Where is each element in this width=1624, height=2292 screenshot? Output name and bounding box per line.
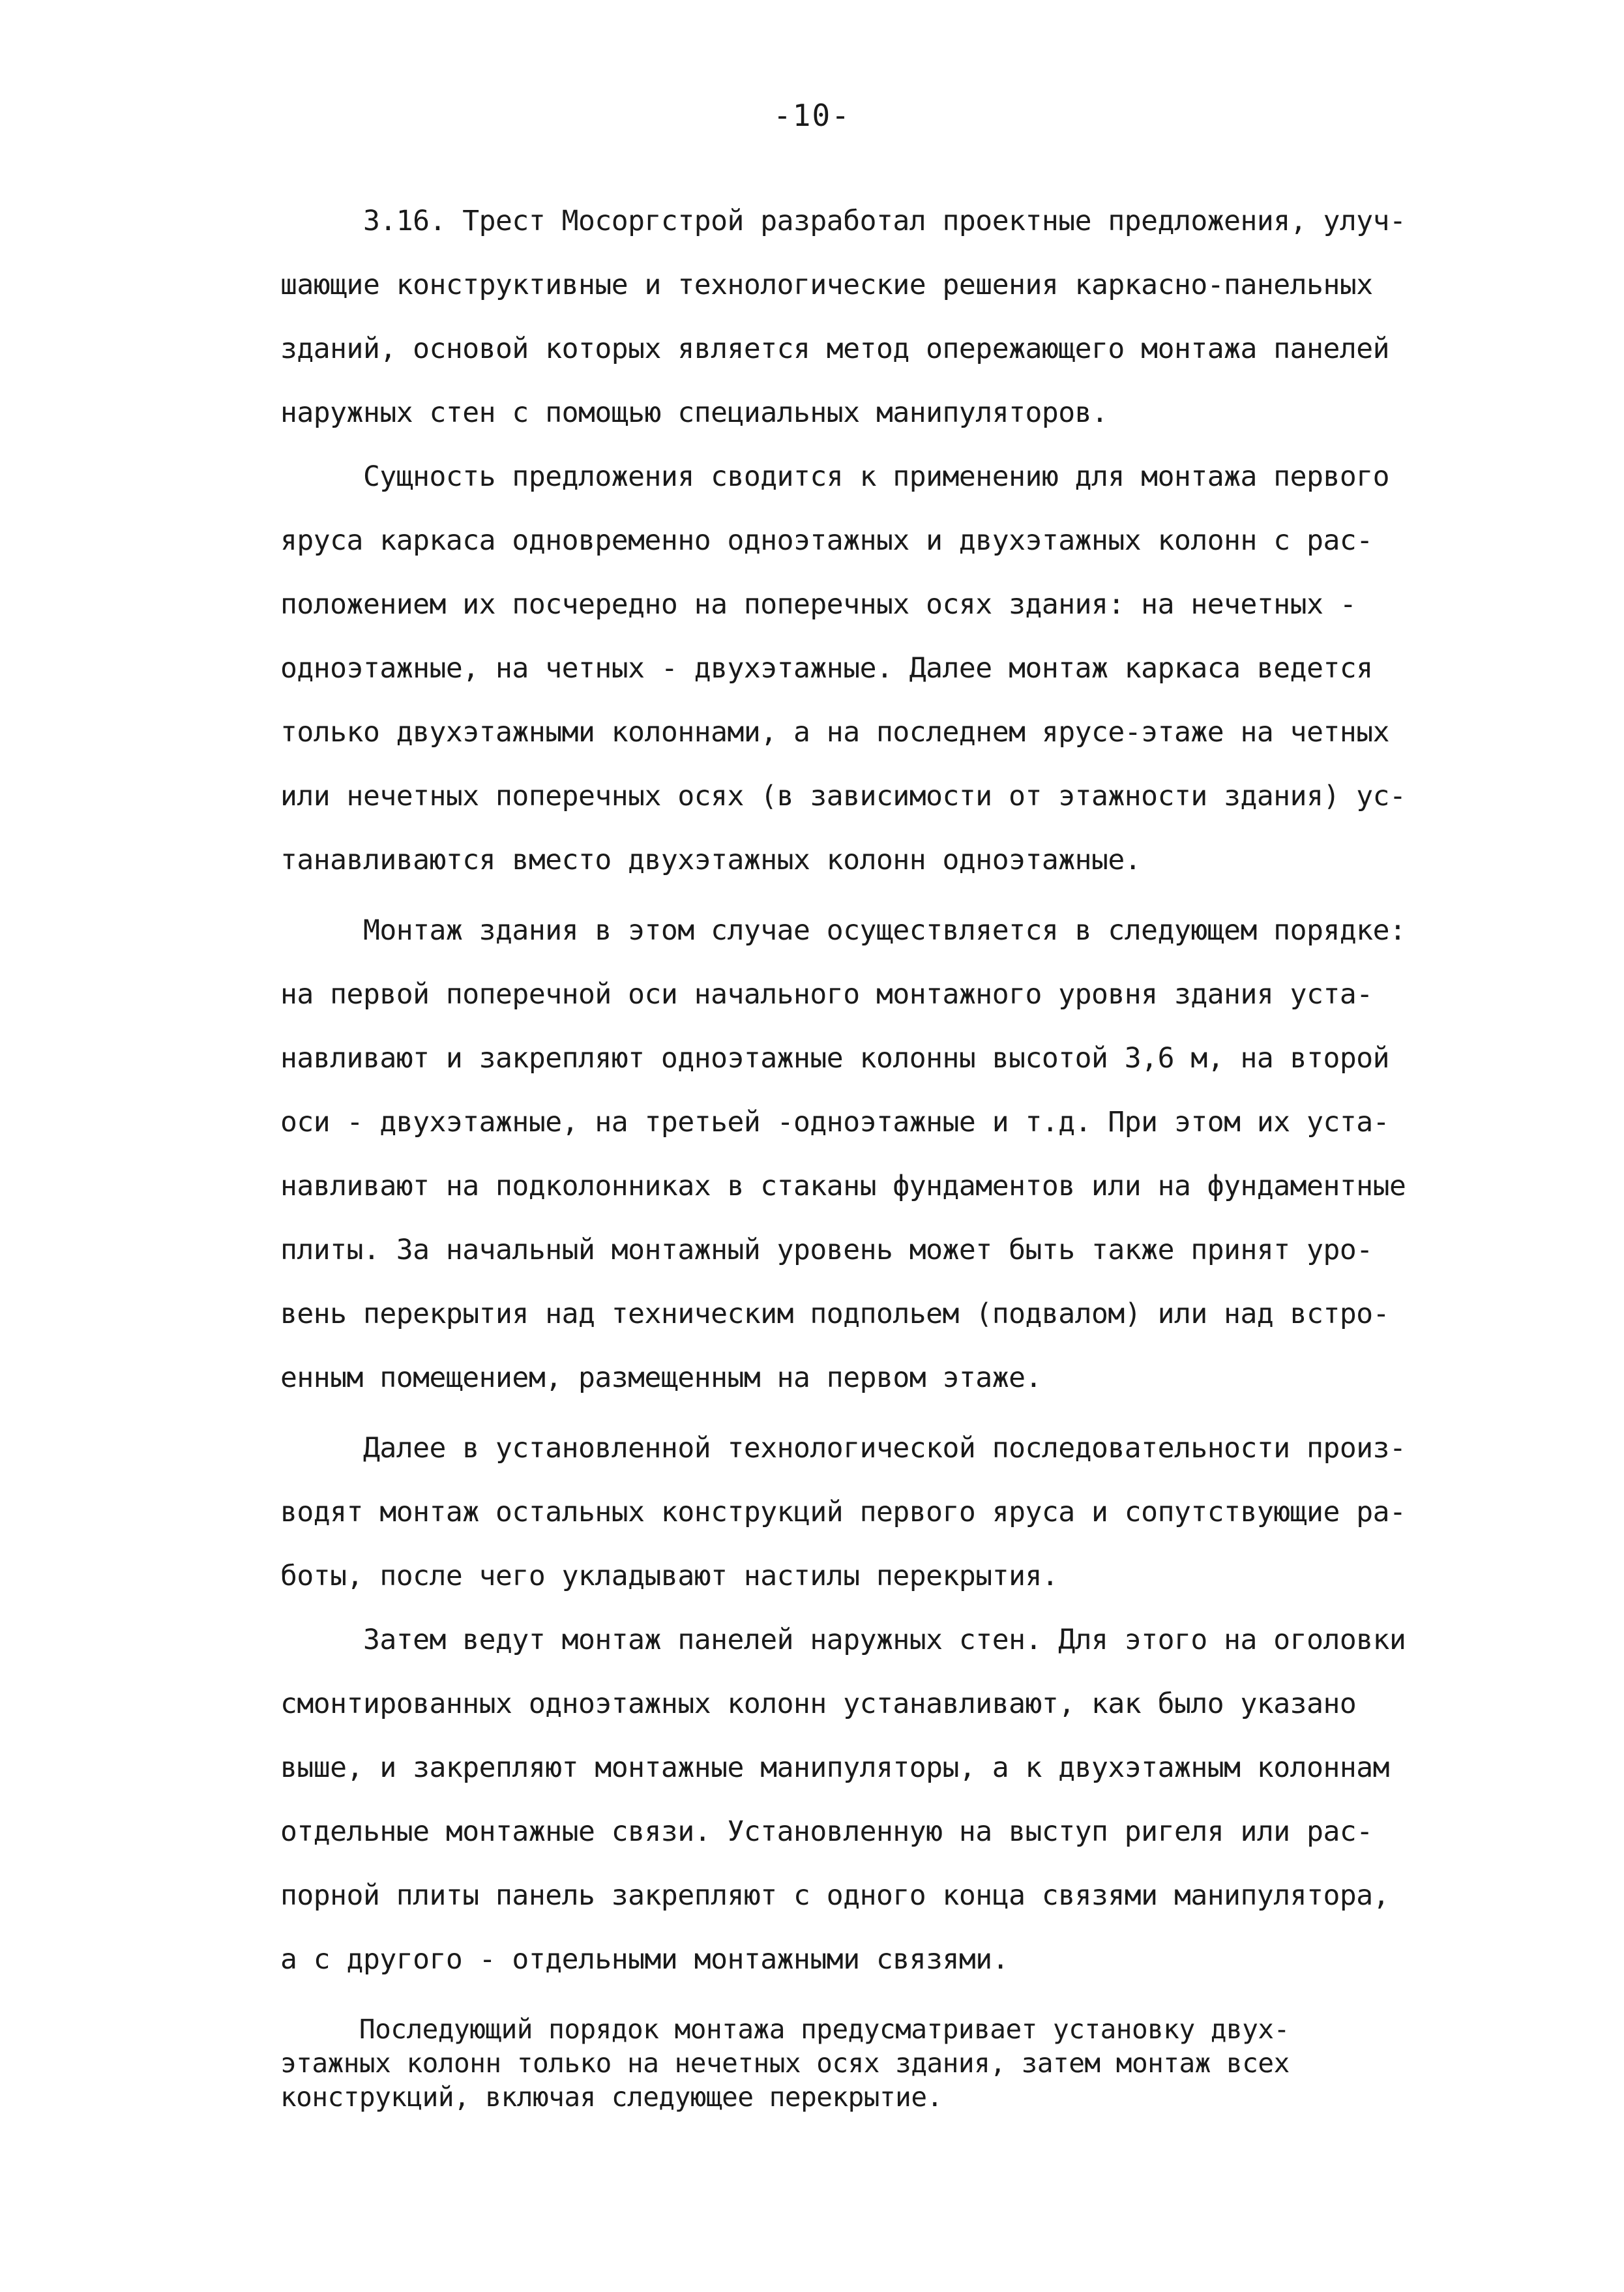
- text-line: на первой поперечной оси начального монтажного уровня здания уста-: [280, 978, 1373, 1011]
- text-line: наружных стен с помощью специальных манипуляторов.: [280, 396, 1108, 429]
- text-line: положением их посчередно на поперечных осях здания: на нечетных -: [280, 588, 1357, 621]
- page-number: -10-: [773, 98, 851, 133]
- text-line: яруса каркаса одновременно одноэтажных и двухэтажных колонн с рас-: [280, 524, 1373, 557]
- text-line: выше, и закрепляют монтажные манипуляторы, а к двухэтажным колоннам: [280, 1751, 1390, 1784]
- text-line: оси - двухэтажные, на третьей -одноэтажные и т.д. При этом их уста-: [280, 1106, 1390, 1139]
- text-line: вень перекрытия над техническим подпольем (подвалом) или над встро-: [280, 1298, 1390, 1330]
- text-line: 3.16. Трест Мосоргстрой разработал проектные предложения, улуч-: [280, 205, 1406, 237]
- text-line: конструкций, включая следующее перекрытие.: [280, 2081, 943, 2113]
- text-line: смонтированных одноэтажных колонн устанавливают, как было указано: [280, 1688, 1357, 1720]
- text-line: шающие конструктивные и технологические решения каркасно-панельных: [280, 269, 1373, 301]
- text-line: а с другого - отдельными монтажными связями.: [280, 1943, 1009, 1976]
- text-line: Затем ведут монтаж панелей наружных стен. Для этого на оголовки: [280, 1624, 1406, 1656]
- text-line: боты, после чего укладывают настилы перекрытия.: [280, 1560, 1059, 1592]
- text-line: зданий, основой которых является метод опережающего монтажа панелей: [280, 333, 1390, 365]
- text-line: или нечетных поперечных осях (в зависимости от этажности здания) ус-: [280, 780, 1406, 812]
- text-line: енным помещением, размещенным на первом этаже.: [280, 1362, 1042, 1394]
- text-line: одноэтажные, на четных - двухэтажные. Далее монтаж каркаса ведется: [280, 652, 1373, 685]
- text-line: навливают на подколонниках в стаканы фундаментов или на фундаментные: [280, 1170, 1406, 1202]
- text-line: водят монтаж остальных конструкций первого яруса и сопутствующие ра-: [280, 1496, 1406, 1528]
- text-line: плиты. За начальный монтажный уровень может быть также принят уро-: [280, 1234, 1373, 1266]
- text-line: Монтаж здания в этом случае осуществляется в следующем порядке:: [280, 914, 1406, 947]
- text-line: отдельные монтажные связи. Установленную на выступ ригеля или рас-: [280, 1815, 1373, 1848]
- text-line: Далее в установленной технологической последовательности произ-: [280, 1432, 1406, 1465]
- text-line: танавливаются вместо двухэтажных колонн одноэтажные.: [280, 844, 1142, 876]
- text-line: только двухэтажными колоннами, а на последнем ярусе-этаже на четных: [280, 716, 1390, 749]
- text-line: навливают и закрепляют одноэтажные колонны высотой 3,6 м, на второй: [280, 1042, 1390, 1075]
- text-line: Последующий порядок монтажа предусматривает установку двух-: [280, 2014, 1290, 2045]
- text-line: этажных колонн только на нечетных осях здания, затем монтаж всех: [280, 2047, 1290, 2079]
- text-line: порной плиты панель закрепляют с одного конца связями манипулятора,: [280, 1879, 1390, 1912]
- text-line: Сущность предложения сводится к применению для монтажа первого: [280, 460, 1390, 493]
